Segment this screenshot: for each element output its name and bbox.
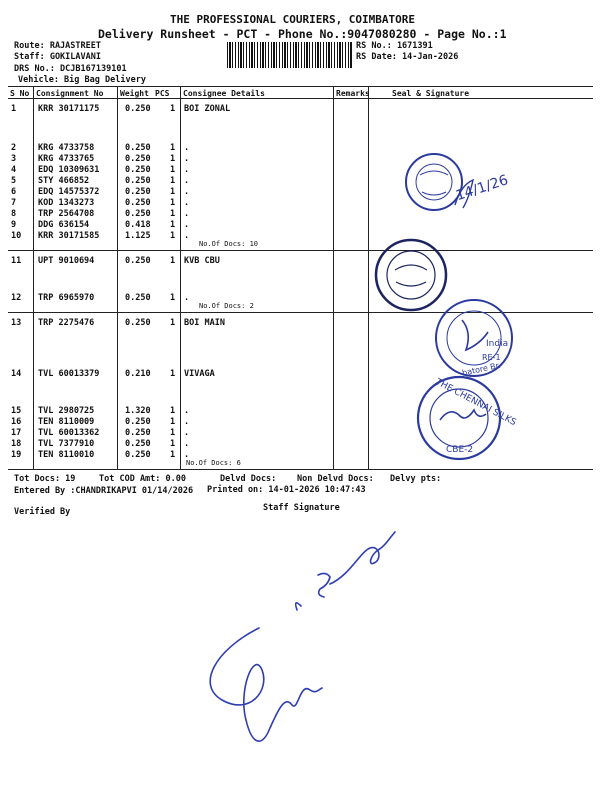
non-delivered-docs: Non Delvd Docs: (297, 474, 374, 484)
delivered-docs: Delvd Docs: (220, 474, 277, 484)
row-weight: 0.250 (125, 318, 151, 328)
row-consignee: BOI MAIN (184, 318, 225, 328)
staff-signature (210, 532, 395, 741)
row-pcs: 1 (170, 256, 176, 266)
row-pcs: 1 (170, 439, 176, 449)
col-header-consignee: Consignee Details (183, 89, 265, 98)
chennai-stamp-code: CBE-2 (446, 445, 474, 455)
col-header-consignment: Consignment No (36, 89, 104, 98)
row-consignment: EDQ 10309631 (38, 165, 100, 175)
staff-label: Staff: GOKILAVANI (14, 52, 101, 62)
drs-number: DRS No.: DCJB167139101 (14, 64, 127, 74)
row-pcs: 1 (170, 417, 176, 427)
row-consignee: . (184, 450, 190, 460)
row-weight: 0.250 (125, 154, 151, 164)
row-pcs: 1 (170, 220, 176, 230)
row-consignee: . (184, 143, 190, 153)
col-header-pcs: PCS (155, 89, 170, 98)
rs-date: RS Date: 14-Jan-2026 (356, 52, 459, 62)
row-consignee: . (184, 198, 190, 208)
row-weight: 0.250 (125, 256, 151, 266)
kvb-stamp (376, 240, 446, 310)
row-weight: 1.320 (125, 406, 151, 416)
row-sno: 1 (11, 104, 17, 114)
boi-main-stamp (436, 300, 512, 376)
row-sno: 11 (11, 256, 22, 266)
verified-by-label: Verified By (14, 507, 71, 517)
chennai-stamp-name: THE CHENNAI SILKS (433, 377, 518, 429)
row-consignee: . (184, 220, 190, 230)
row-sno: 13 (11, 318, 22, 328)
row-consignment: TRP 2275476 (38, 318, 95, 328)
row-sno: 14 (11, 369, 22, 379)
row-consignment: TEN 8110009 (38, 417, 95, 427)
boi-zonal-stamp (406, 154, 462, 210)
row-weight: 0.250 (125, 187, 151, 197)
row-sno: 19 (11, 450, 22, 460)
total-cod-amount: Tot COD Amt: 0.00 (99, 474, 186, 484)
row-weight: 0.250 (125, 176, 151, 186)
row-weight: 0.250 (125, 104, 151, 114)
row-consignment: EDQ 14575372 (38, 187, 100, 197)
row-consignee: BOI ZONAL (184, 104, 231, 114)
row-consignee: . (184, 187, 190, 197)
entered-by: Entered By :CHANDRIKAPVI 01/14/2026 (14, 486, 194, 496)
row-sno: 8 (11, 209, 17, 219)
row-consignment: STY 466852 (38, 176, 90, 186)
row-consignment: TVL 7377910 (38, 439, 95, 449)
row-pcs: 1 (170, 176, 176, 186)
delivery-points: Delvy pts: (390, 474, 442, 484)
runsheet-title: Delivery Runsheet - PCT - Phone No.:9047080280 - Page No.:1 (98, 27, 507, 41)
row-pcs: 1 (170, 154, 176, 164)
row-sno: 12 (11, 293, 22, 303)
row-weight: 0.250 (125, 198, 151, 208)
col-header-sno: S No (10, 89, 30, 98)
group-doc-count: No.Of Docs: 2 (199, 302, 254, 310)
row-consignment: KRR 30171585 (38, 231, 100, 241)
row-weight: 0.210 (125, 369, 151, 379)
row-sno: 16 (11, 417, 22, 427)
row-pcs: 1 (170, 231, 176, 241)
row-pcs: 1 (170, 450, 176, 460)
row-sno: 18 (11, 439, 22, 449)
row-pcs: 1 (170, 406, 176, 416)
row-consignee: . (184, 231, 190, 241)
row-pcs: 1 (170, 143, 176, 153)
route-label: Route: RAJASTREET (14, 41, 101, 51)
row-weight: 0.250 (125, 165, 151, 175)
row-pcs: 1 (170, 428, 176, 438)
row-consignment: DDG 636154 (38, 220, 90, 230)
row-weight: 0.250 (125, 209, 151, 219)
row-consignee: . (184, 165, 190, 175)
row-sno: 10 (11, 231, 22, 241)
row-sno: 6 (11, 187, 17, 197)
boi-stamp-city: batore Br. (461, 360, 502, 378)
handwritten-date: 14/1/26 (453, 172, 511, 205)
row-sno: 7 (11, 198, 17, 208)
row-consignment: TVL 60013362 (38, 428, 100, 438)
group-doc-count: No.Of Docs: 6 (186, 459, 241, 467)
row-weight: 0.250 (125, 143, 151, 153)
row-consignee: . (184, 428, 190, 438)
row-sno: 4 (11, 165, 17, 175)
row-consignment: TEN 8110010 (38, 450, 95, 460)
group-doc-count: No.Of Docs: 10 (199, 240, 259, 248)
row-sno: 17 (11, 428, 22, 438)
rs-number: RS No.: 1671391 (356, 41, 433, 51)
staff-signature-label: Staff Signature (263, 503, 340, 513)
row-sno: 15 (11, 406, 22, 416)
row-consignment: KOD 1343273 (38, 198, 95, 208)
row-consignment: TVL 60013379 (38, 369, 100, 379)
row-consignee: . (184, 154, 190, 164)
row-sno: 9 (11, 220, 17, 230)
row-consignment: UPT 9010694 (38, 256, 95, 266)
row-pcs: 1 (170, 198, 176, 208)
row-pcs: 1 (170, 165, 176, 175)
row-consignment: TVL 2980725 (38, 406, 95, 416)
row-consignment: KRG 4733765 (38, 154, 95, 164)
row-consignee: . (184, 406, 190, 416)
row-pcs: 1 (170, 187, 176, 197)
row-weight: 0.250 (125, 450, 151, 460)
col-header-seal: Seal & Signature (392, 89, 470, 98)
row-weight: 0.250 (125, 417, 151, 427)
row-pcs: 1 (170, 209, 176, 219)
row-consignee: . (184, 176, 190, 186)
row-pcs: 1 (170, 369, 176, 379)
boi-stamp-india: India (486, 339, 509, 349)
row-pcs: 1 (170, 293, 176, 303)
row-consignment: KRR 30171175 (38, 104, 100, 114)
printed-on: Printed on: 14-01-2026 10:47:43 (207, 485, 366, 495)
row-consignee: VIVAGA (184, 369, 215, 379)
row-consignee: . (184, 417, 190, 427)
row-consignment: TRP 6965970 (38, 293, 95, 303)
row-consignee: . (184, 209, 190, 219)
row-weight: 0.250 (125, 428, 151, 438)
total-docs: Tot Docs: 19 (14, 474, 76, 484)
row-consignee: . (184, 439, 190, 449)
row-weight: 0.418 (125, 220, 151, 230)
row-pcs: 1 (170, 318, 176, 328)
boi-stamp-branch: RE-1 (482, 353, 501, 362)
row-consignment: TRP 2564708 (38, 209, 95, 219)
row-consignee: KVB CBU (184, 256, 220, 266)
col-header-weight: Weight (120, 89, 149, 98)
row-sno: 2 (11, 143, 17, 153)
row-weight: 0.250 (125, 293, 151, 303)
row-sno: 3 (11, 154, 17, 164)
col-header-remarks: Remarks (336, 89, 370, 98)
row-weight: 1.125 (125, 231, 151, 241)
row-consignment: KRG 4733758 (38, 143, 95, 153)
row-sno: 5 (11, 176, 17, 186)
company-name: THE PROFESSIONAL COURIERS, COIMBATORE (170, 13, 416, 26)
row-consignee: . (184, 293, 190, 303)
row-weight: 0.250 (125, 439, 151, 449)
vehicle-label: Vehicle: Big Bag Delivery (18, 75, 146, 85)
row-pcs: 1 (170, 104, 176, 114)
